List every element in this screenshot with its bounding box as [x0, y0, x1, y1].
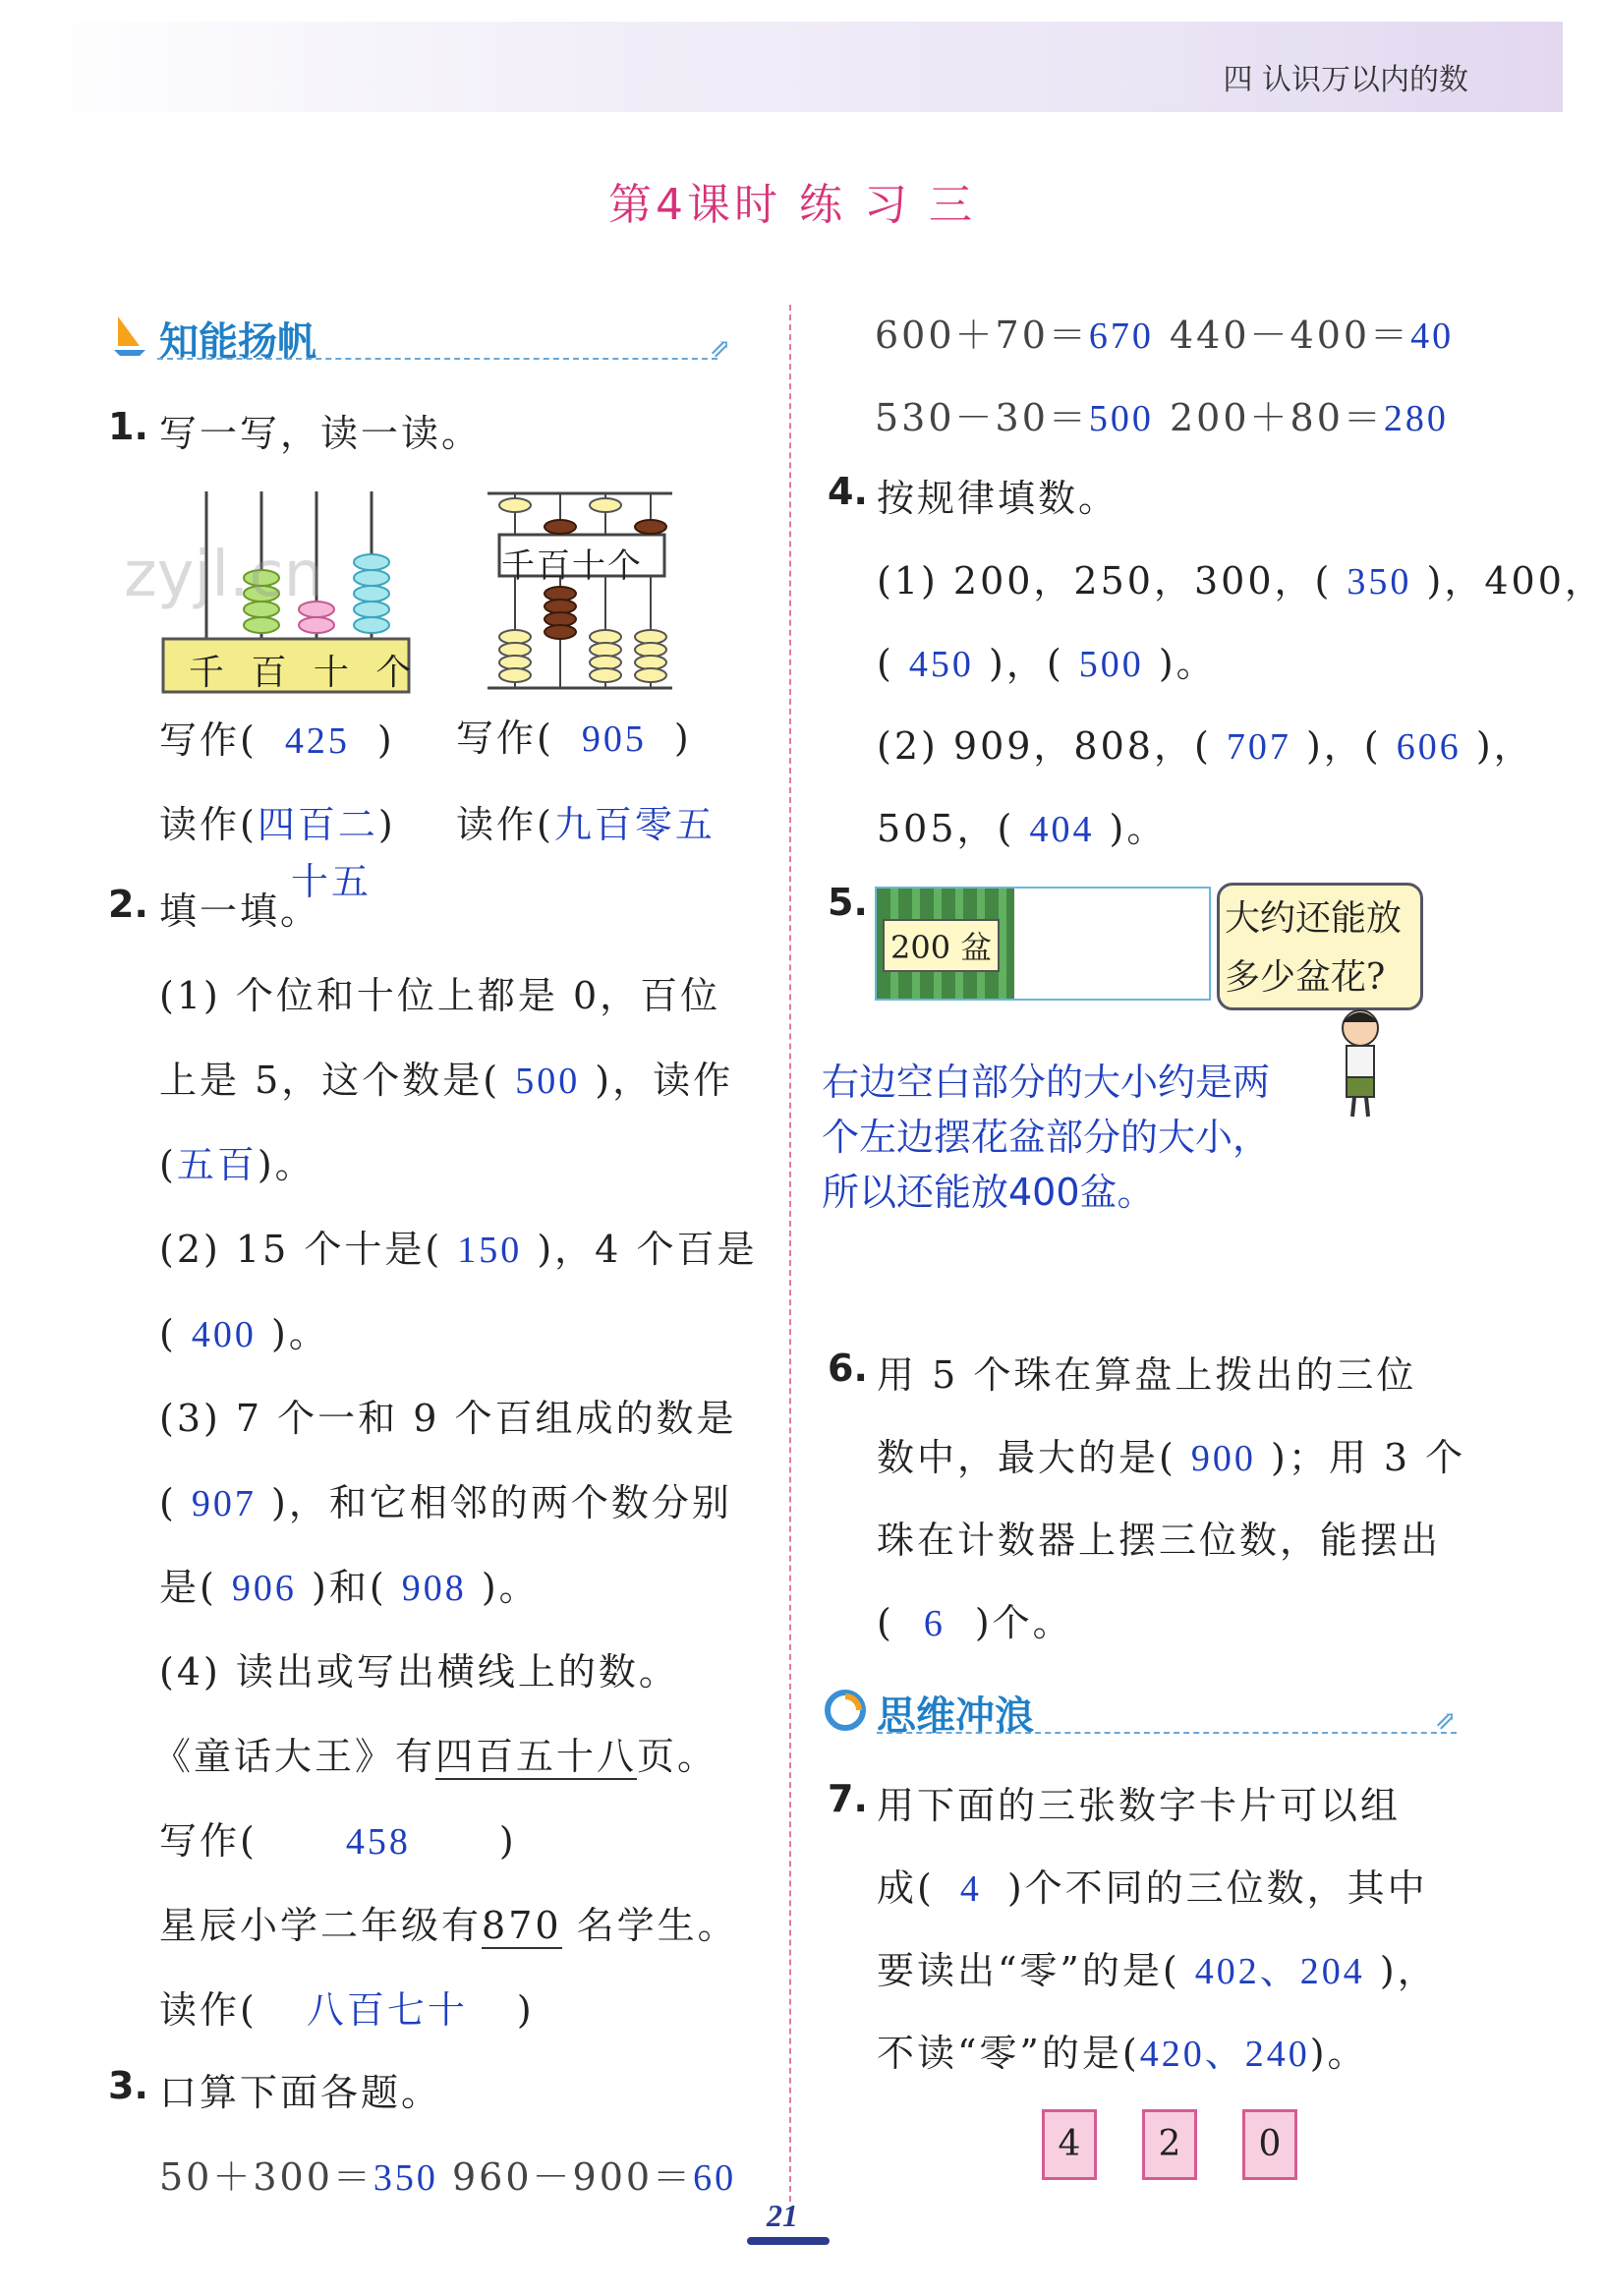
answer: 400 — [191, 1314, 257, 1355]
q2-p1-line2 — [159, 1050, 733, 1104]
underlined-number: 四百五十八 — [435, 1735, 638, 1778]
close-paren: ) — [673, 717, 692, 760]
text: )， — [1379, 1949, 1438, 1992]
answer: 350 — [373, 2157, 438, 2199]
digit-card: 2 — [1142, 2109, 1197, 2180]
digit-card: 4 — [1042, 2109, 1097, 2180]
close-paren: ) — [516, 1988, 535, 2032]
text: )。 — [1158, 642, 1217, 685]
q3-expr-4 — [1170, 305, 1454, 359]
answer: 420、240 — [1139, 2034, 1310, 2075]
q7-line-2 — [877, 1858, 1428, 1912]
answer: 九百零五 — [553, 805, 716, 846]
text: )。 — [481, 1566, 540, 1609]
q4-number: 4. — [828, 470, 868, 513]
section-underline — [877, 1732, 1457, 1734]
expression: 600＋70＝ — [875, 314, 1089, 357]
answer: 450 — [908, 644, 974, 685]
read-label: 读作( — [456, 803, 554, 846]
answer: 606 — [1396, 726, 1462, 768]
q2-p4-line4 — [159, 1895, 738, 1949]
q5-answer-line-2: 个左边摆花盆部分的大小， — [822, 1116, 1271, 1159]
q6-line-1: 用 5 个珠在算盘上拨出的三位 — [877, 1353, 1417, 1397]
answer: 五百 — [176, 1145, 258, 1186]
text: 成( — [877, 1866, 935, 1910]
sailboat-icon — [110, 313, 149, 362]
text: (2) 15 个十是( — [159, 1228, 443, 1271]
page-ornament — [747, 2237, 830, 2245]
close-paren: ) — [377, 803, 396, 846]
q2-p3-line2 — [159, 1472, 732, 1526]
close-paren: ) — [498, 1819, 517, 1863]
text: )，( — [1305, 724, 1382, 768]
text: )。 — [1109, 807, 1168, 850]
bubble-line-2: 多少盆花? — [1225, 957, 1386, 998]
text: 要读出“零”的是( — [877, 1949, 1180, 1992]
q2-number: 2. — [108, 883, 148, 926]
q1-text: 写一写，读一读。 — [159, 412, 483, 455]
text: )；用 3 个 — [1271, 1436, 1466, 1479]
text: )。 — [257, 1143, 315, 1186]
expression: 50＋300＝ — [159, 2155, 373, 2199]
answer: 906 — [231, 1568, 297, 1609]
section-underline — [157, 358, 717, 360]
answer: 458 — [345, 1821, 411, 1863]
text: )。 — [1309, 2032, 1368, 2075]
section-title-2: 思维冲浪 — [877, 1693, 1034, 1739]
text: )。 — [271, 1312, 329, 1355]
q2-p4-write — [159, 1810, 517, 1865]
q6-line-4 — [877, 1592, 1073, 1646]
text: (2) 909，808，( — [877, 724, 1212, 768]
abacus-2-labels: 千百十个 — [501, 546, 643, 586]
text: 不读“零”的是( — [877, 2032, 1140, 2075]
q5-number: 5. — [828, 881, 868, 924]
text: 上是 5，这个数是( — [159, 1059, 501, 1102]
answer: 905 — [581, 718, 647, 760]
expression: 530－30＝ — [875, 396, 1089, 439]
text: ( — [877, 1601, 894, 1644]
q6-line-2 — [877, 1427, 1465, 1481]
q4-line-3 — [877, 716, 1534, 770]
section-title-1: 知能扬帆 — [159, 319, 316, 365]
q4-text: 按规律填数。 — [877, 477, 1119, 520]
text: 名学生。 — [576, 1904, 738, 1947]
watermark: zyjl.cn — [124, 539, 324, 611]
wave-icon: ⇗ — [1435, 1706, 1457, 1736]
swirl-icon — [824, 1689, 867, 1736]
write-label: 写作( — [456, 717, 554, 760]
answer: 670 — [1088, 316, 1154, 357]
text: ( — [877, 642, 894, 685]
answer: 6 — [923, 1603, 946, 1644]
q2-p3-line3 — [159, 1557, 540, 1611]
write-label: 写作( — [159, 1819, 258, 1863]
q1-read-1 — [159, 794, 396, 848]
text: (1) 200，250，300，( — [877, 559, 1333, 603]
q3-expr-5 — [875, 387, 1154, 441]
answer: 四百二 — [257, 805, 378, 846]
expression: 200＋80＝ — [1170, 396, 1384, 439]
answer: 908 — [401, 1568, 467, 1609]
q1-write-1 — [159, 710, 395, 764]
text: 《童话大王》有 — [153, 1735, 436, 1778]
pot-count-label: 200 盆 — [883, 919, 1000, 972]
q4-line-2 — [877, 633, 1217, 687]
digit-card: 0 — [1242, 2109, 1297, 2180]
answer: 350 — [1347, 561, 1412, 603]
text: ( — [159, 1143, 177, 1186]
wave-icon: ⇗ — [710, 334, 731, 364]
text: )，读作 — [595, 1059, 734, 1102]
text: 数中，最大的是( — [877, 1436, 1176, 1479]
underlined-number: 870 — [482, 1904, 562, 1947]
q2-p3-line1: (3) 7 个一和 9 个百组成的数是 — [159, 1397, 737, 1440]
text: )，4 个百是 — [537, 1228, 758, 1271]
column-divider — [789, 305, 791, 2202]
text: )个不同的三位数，其中 — [1006, 1866, 1428, 1910]
q1-read-2 — [456, 794, 716, 848]
answer: 500 — [1088, 398, 1154, 439]
answer: 八百七十 — [306, 1990, 468, 2032]
text: )个。 — [974, 1601, 1073, 1644]
q5-answer-line-1: 右边空白部分的大小约是两 — [822, 1061, 1271, 1104]
answer: 402、204 — [1194, 1951, 1365, 1992]
q2-p2-line1 — [159, 1219, 757, 1273]
text: 是( — [159, 1566, 217, 1609]
text: )和( — [312, 1566, 387, 1609]
abacus-2 — [486, 489, 682, 700]
text: )，和它相邻的两个数分别 — [271, 1481, 732, 1524]
page-number: 21 — [767, 2198, 798, 2233]
text: 505，( — [877, 807, 1015, 850]
q6-line-3: 珠在计数器上摆三位数，能摆出 — [877, 1519, 1442, 1562]
answer: 404 — [1029, 809, 1095, 850]
expression: 440－400＝ — [1170, 314, 1411, 357]
answer: 907 — [191, 1483, 257, 1524]
q4-line-1 — [877, 550, 1605, 604]
q2-p4-line2 — [153, 1726, 717, 1780]
answer: 40 — [1410, 316, 1455, 357]
q7-line-1: 用下面的三张数字卡片可以组 — [877, 1784, 1402, 1827]
boy-figure — [1331, 1006, 1390, 1128]
q2-text: 填一填。 — [159, 890, 321, 933]
text: 星辰小学二年级有 — [159, 1904, 483, 1947]
q3-expr-1 — [159, 2147, 438, 2201]
q2-p4-read — [159, 1980, 535, 2034]
text: ( — [159, 1481, 177, 1524]
answer: 900 — [1190, 1438, 1256, 1479]
answer: 707 — [1226, 726, 1291, 768]
answer: 425 — [284, 720, 350, 762]
text: )，( — [989, 642, 1064, 685]
q1-write-2 — [456, 708, 692, 762]
answer-continuation: 十五 — [291, 862, 373, 903]
q3-number: 3. — [108, 2064, 148, 2107]
q7-line-3 — [877, 1940, 1438, 1994]
q3-expr-3 — [875, 305, 1154, 359]
q2-p1-line3 — [159, 1134, 315, 1188]
q4-line-4 — [877, 798, 1167, 852]
q2-p1-line1: (1) 个位和十位上都是 0，百位 — [159, 974, 721, 1017]
q1-number: 1. — [108, 405, 148, 448]
text: 页。 — [637, 1735, 718, 1778]
answer: 500 — [515, 1061, 581, 1102]
answer: 500 — [1078, 644, 1144, 685]
expression: 960－900＝ — [452, 2155, 694, 2199]
q6-number: 6. — [828, 1347, 868, 1390]
close-paren: ) — [376, 718, 395, 762]
read-label: 读作( — [159, 803, 258, 846]
answer: 280 — [1383, 398, 1449, 439]
answer: 150 — [457, 1230, 523, 1271]
lesson-title: 第4课时 练 习 三 — [608, 180, 976, 230]
q3-text: 口算下面各题。 — [159, 2071, 442, 2114]
text: ( — [159, 1312, 177, 1355]
q5-answer-line-3: 所以还能放400盆。 — [822, 1171, 1155, 1214]
answer: 60 — [693, 2157, 737, 2199]
q2-p2-line2 — [159, 1303, 329, 1357]
q7-number: 7. — [828, 1777, 868, 1820]
unit-title: 四 认识万以内的数 — [1223, 63, 1468, 97]
read-label: 读作( — [159, 1988, 258, 2032]
write-label: 写作( — [159, 718, 258, 762]
abacus-1-labels: 千 百 十 个 — [189, 653, 420, 693]
text: )， — [1475, 724, 1534, 768]
answer: 4 — [959, 1868, 982, 1910]
bubble-line-1: 大约还能放 — [1225, 898, 1403, 939]
q3-expr-6 — [1170, 387, 1449, 441]
text: )，400， — [1426, 559, 1605, 603]
q7-line-4 — [877, 2023, 1368, 2077]
q2-p4-line1: (4) 读出或写出横线上的数。 — [159, 1650, 679, 1693]
q3-expr-2 — [452, 2147, 736, 2201]
